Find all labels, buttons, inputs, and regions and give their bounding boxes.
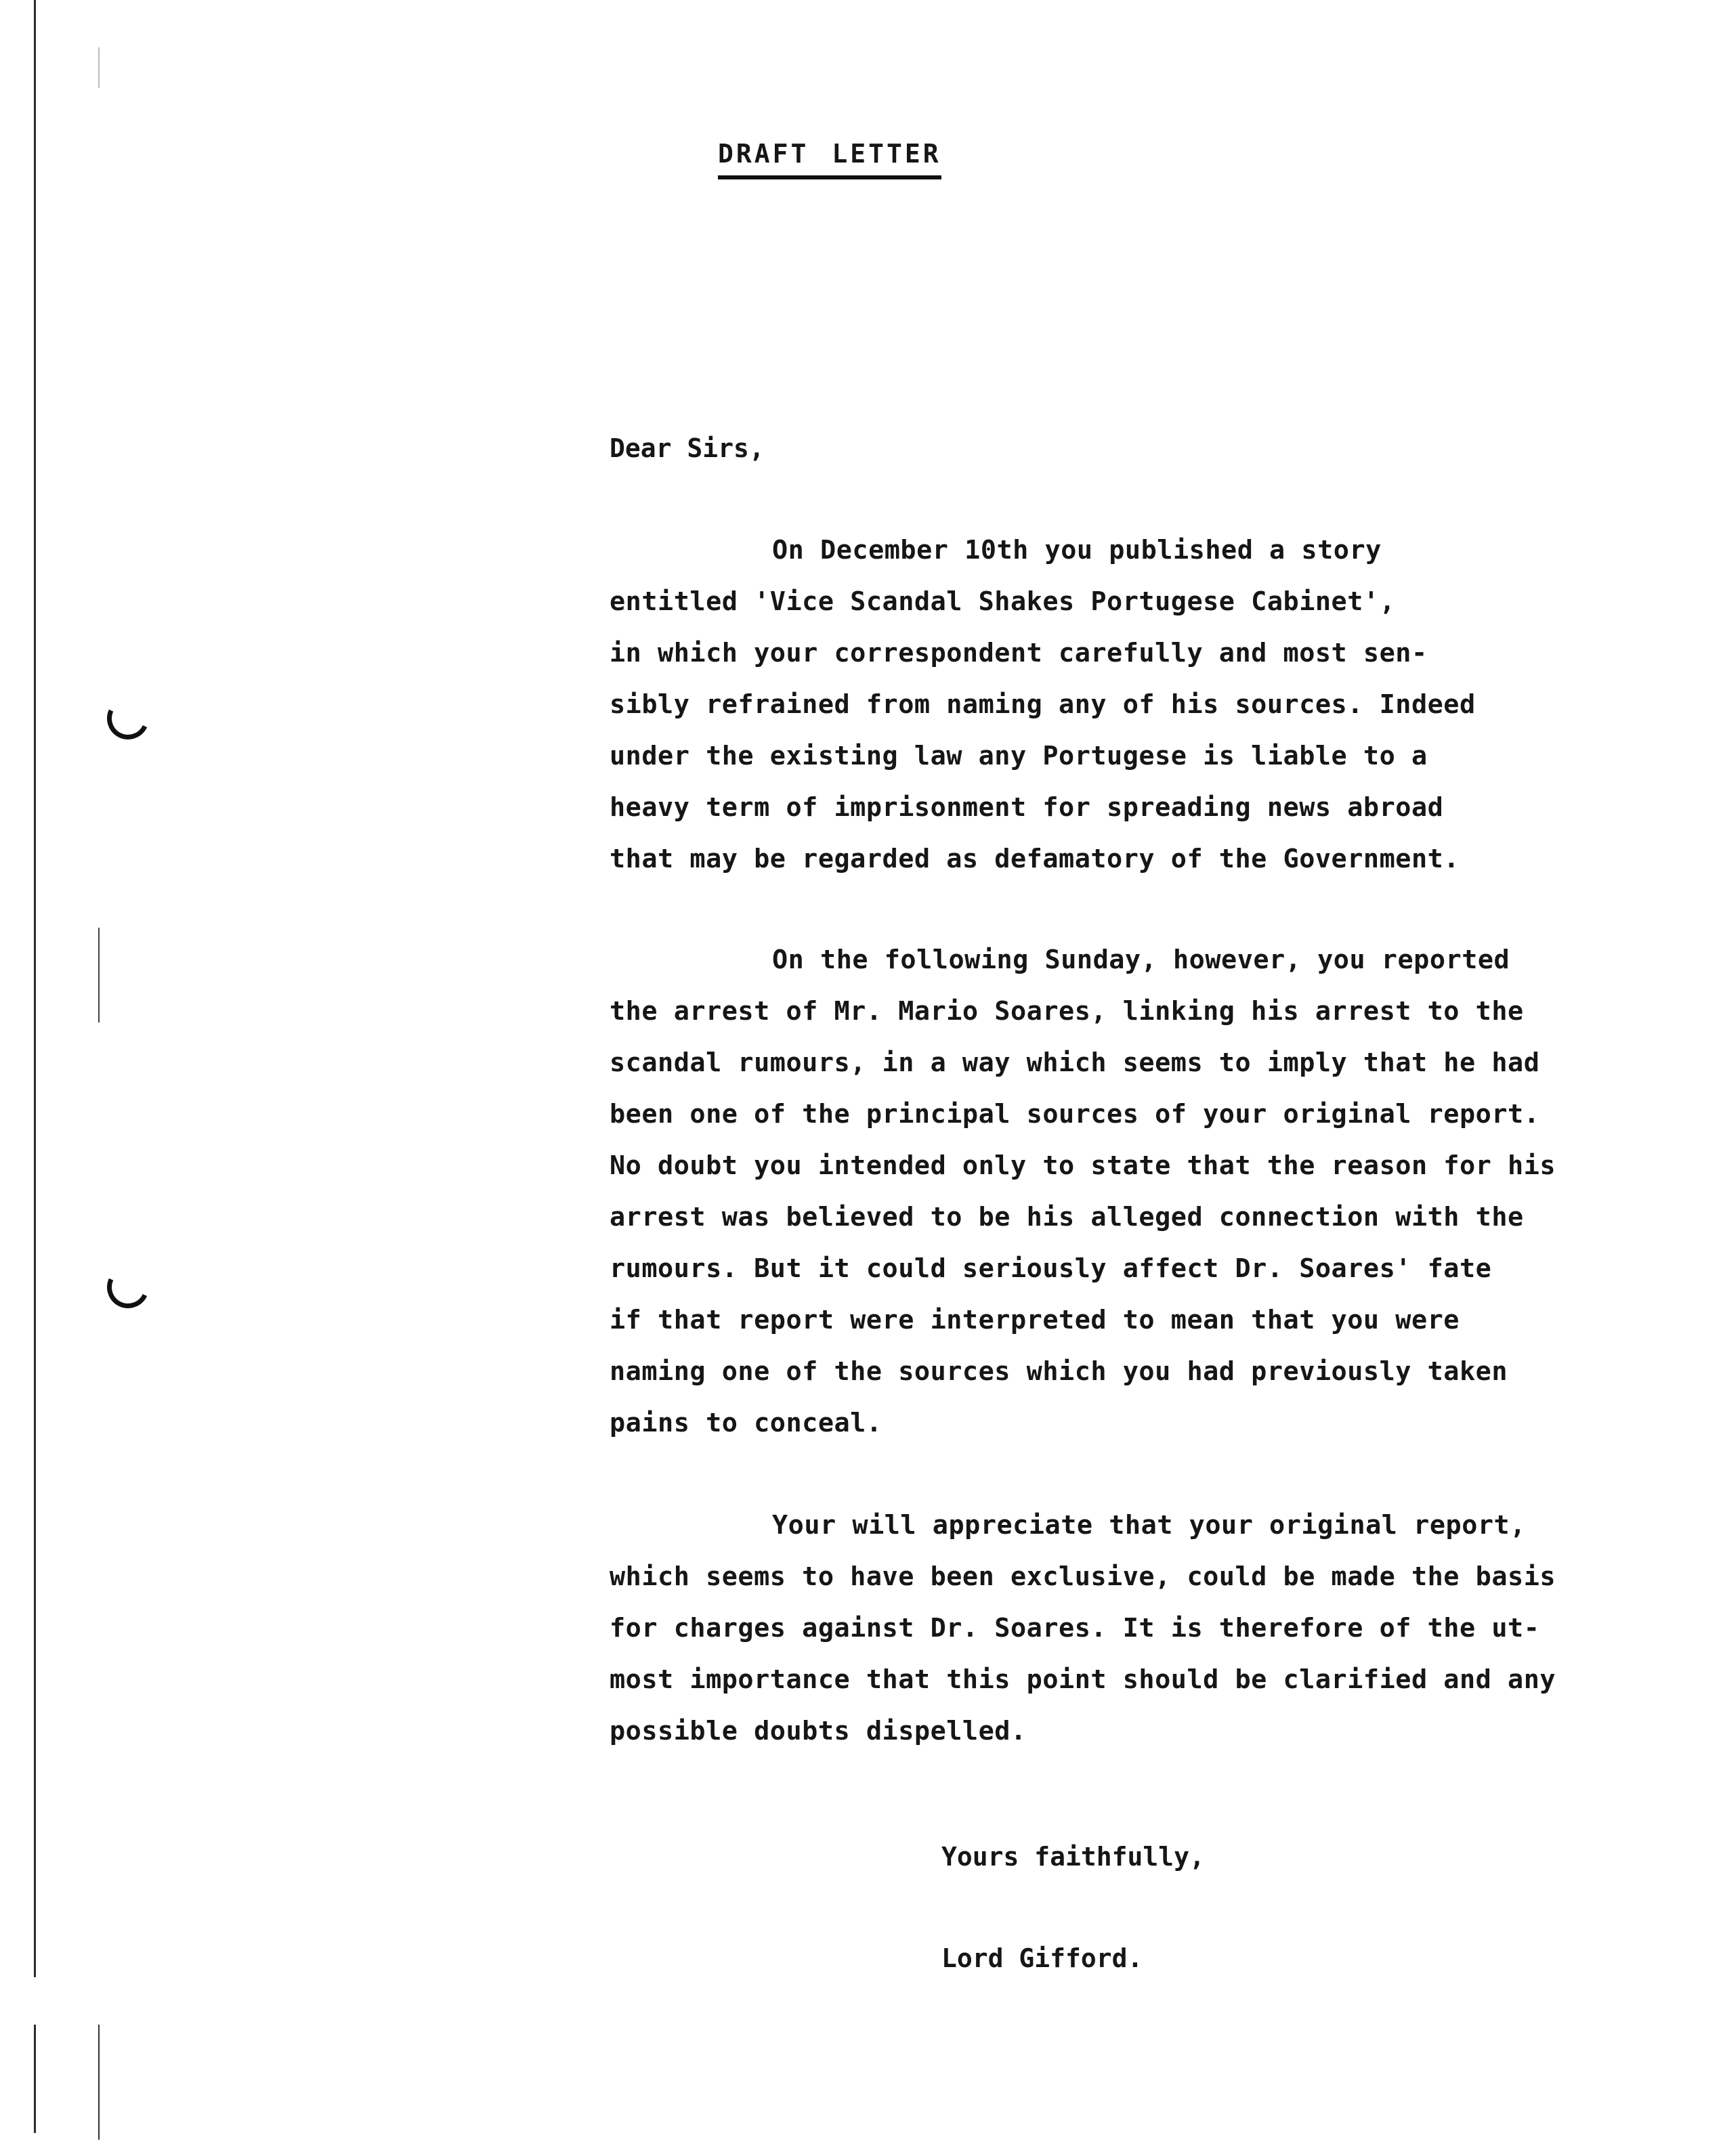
text-line: rumours. But it could seriously affect Dr. Soares' fate (610, 1253, 1492, 1284)
text-line: pains to conceal. (610, 1408, 882, 1438)
margin-rule-line (98, 2025, 100, 2140)
page-title (718, 139, 941, 179)
punch-hole-icon (101, 691, 154, 745)
signature: Lord Gifford. (941, 1943, 1143, 1973)
closing: Yours faithfully, (941, 1842, 1205, 1872)
paragraph-2 (610, 934, 1558, 1449)
text-line: which seems to have been exclusive, could be made the basis (610, 1561, 1556, 1592)
text-line: sibly refrained from naming any of his sources. Indeed (610, 689, 1476, 720)
margin-rule-line (34, 2025, 36, 2133)
punch-hole-icon (101, 1260, 154, 1314)
text-line: under the existing law any Portugese is liable to a (610, 741, 1428, 771)
text-line: that may be regarded as defamatory of the Government. (610, 844, 1460, 874)
text-line: possible doubts dispelled. (610, 1716, 1027, 1746)
margin-rule-line (98, 47, 100, 88)
paragraph-1 (610, 525, 1558, 885)
text-line: been one of the principal sources of your original report. (610, 1099, 1540, 1129)
title-word: LETTER (832, 139, 941, 169)
text-line: Your will appreciate that your original report, (772, 1510, 1526, 1540)
text-line: most importance that this point should be clarified and any (610, 1664, 1556, 1695)
text-line: On December 10th you published a story (772, 535, 1382, 565)
text-line: in which your correspondent carefully and most sen- (610, 638, 1428, 668)
paragraph-3 (610, 1500, 1558, 1757)
text-line: entitled 'Vice Scandal Shakes Portugese Cabinet', (610, 586, 1396, 617)
salutation: Dear Sirs, (610, 433, 765, 463)
title-word: DRAFT (718, 139, 809, 169)
text-line: for charges against Dr. Soares. It is therefore of the ut- (610, 1613, 1540, 1643)
margin-rule-line (98, 928, 100, 1022)
text-line: scandal rumours, in a way which seems to imply that he had (610, 1048, 1540, 1078)
text-line: heavy term of imprisonment for spreading news abroad (610, 792, 1444, 823)
margin-rule-line (34, 0, 36, 1977)
text-line: arrest was believed to be his alleged connection with the (610, 1202, 1524, 1232)
text-line: naming one of the sources which you had previously taken (610, 1356, 1508, 1387)
text-line: if that report were interpreted to mean that you were (610, 1305, 1460, 1335)
text-line: On the following Sunday, however, you reported (772, 945, 1510, 975)
text-line: No doubt you intended only to state that the reason for his (610, 1150, 1556, 1181)
text-line: the arrest of Mr. Mario Soares, linking his arrest to the (610, 996, 1524, 1027)
